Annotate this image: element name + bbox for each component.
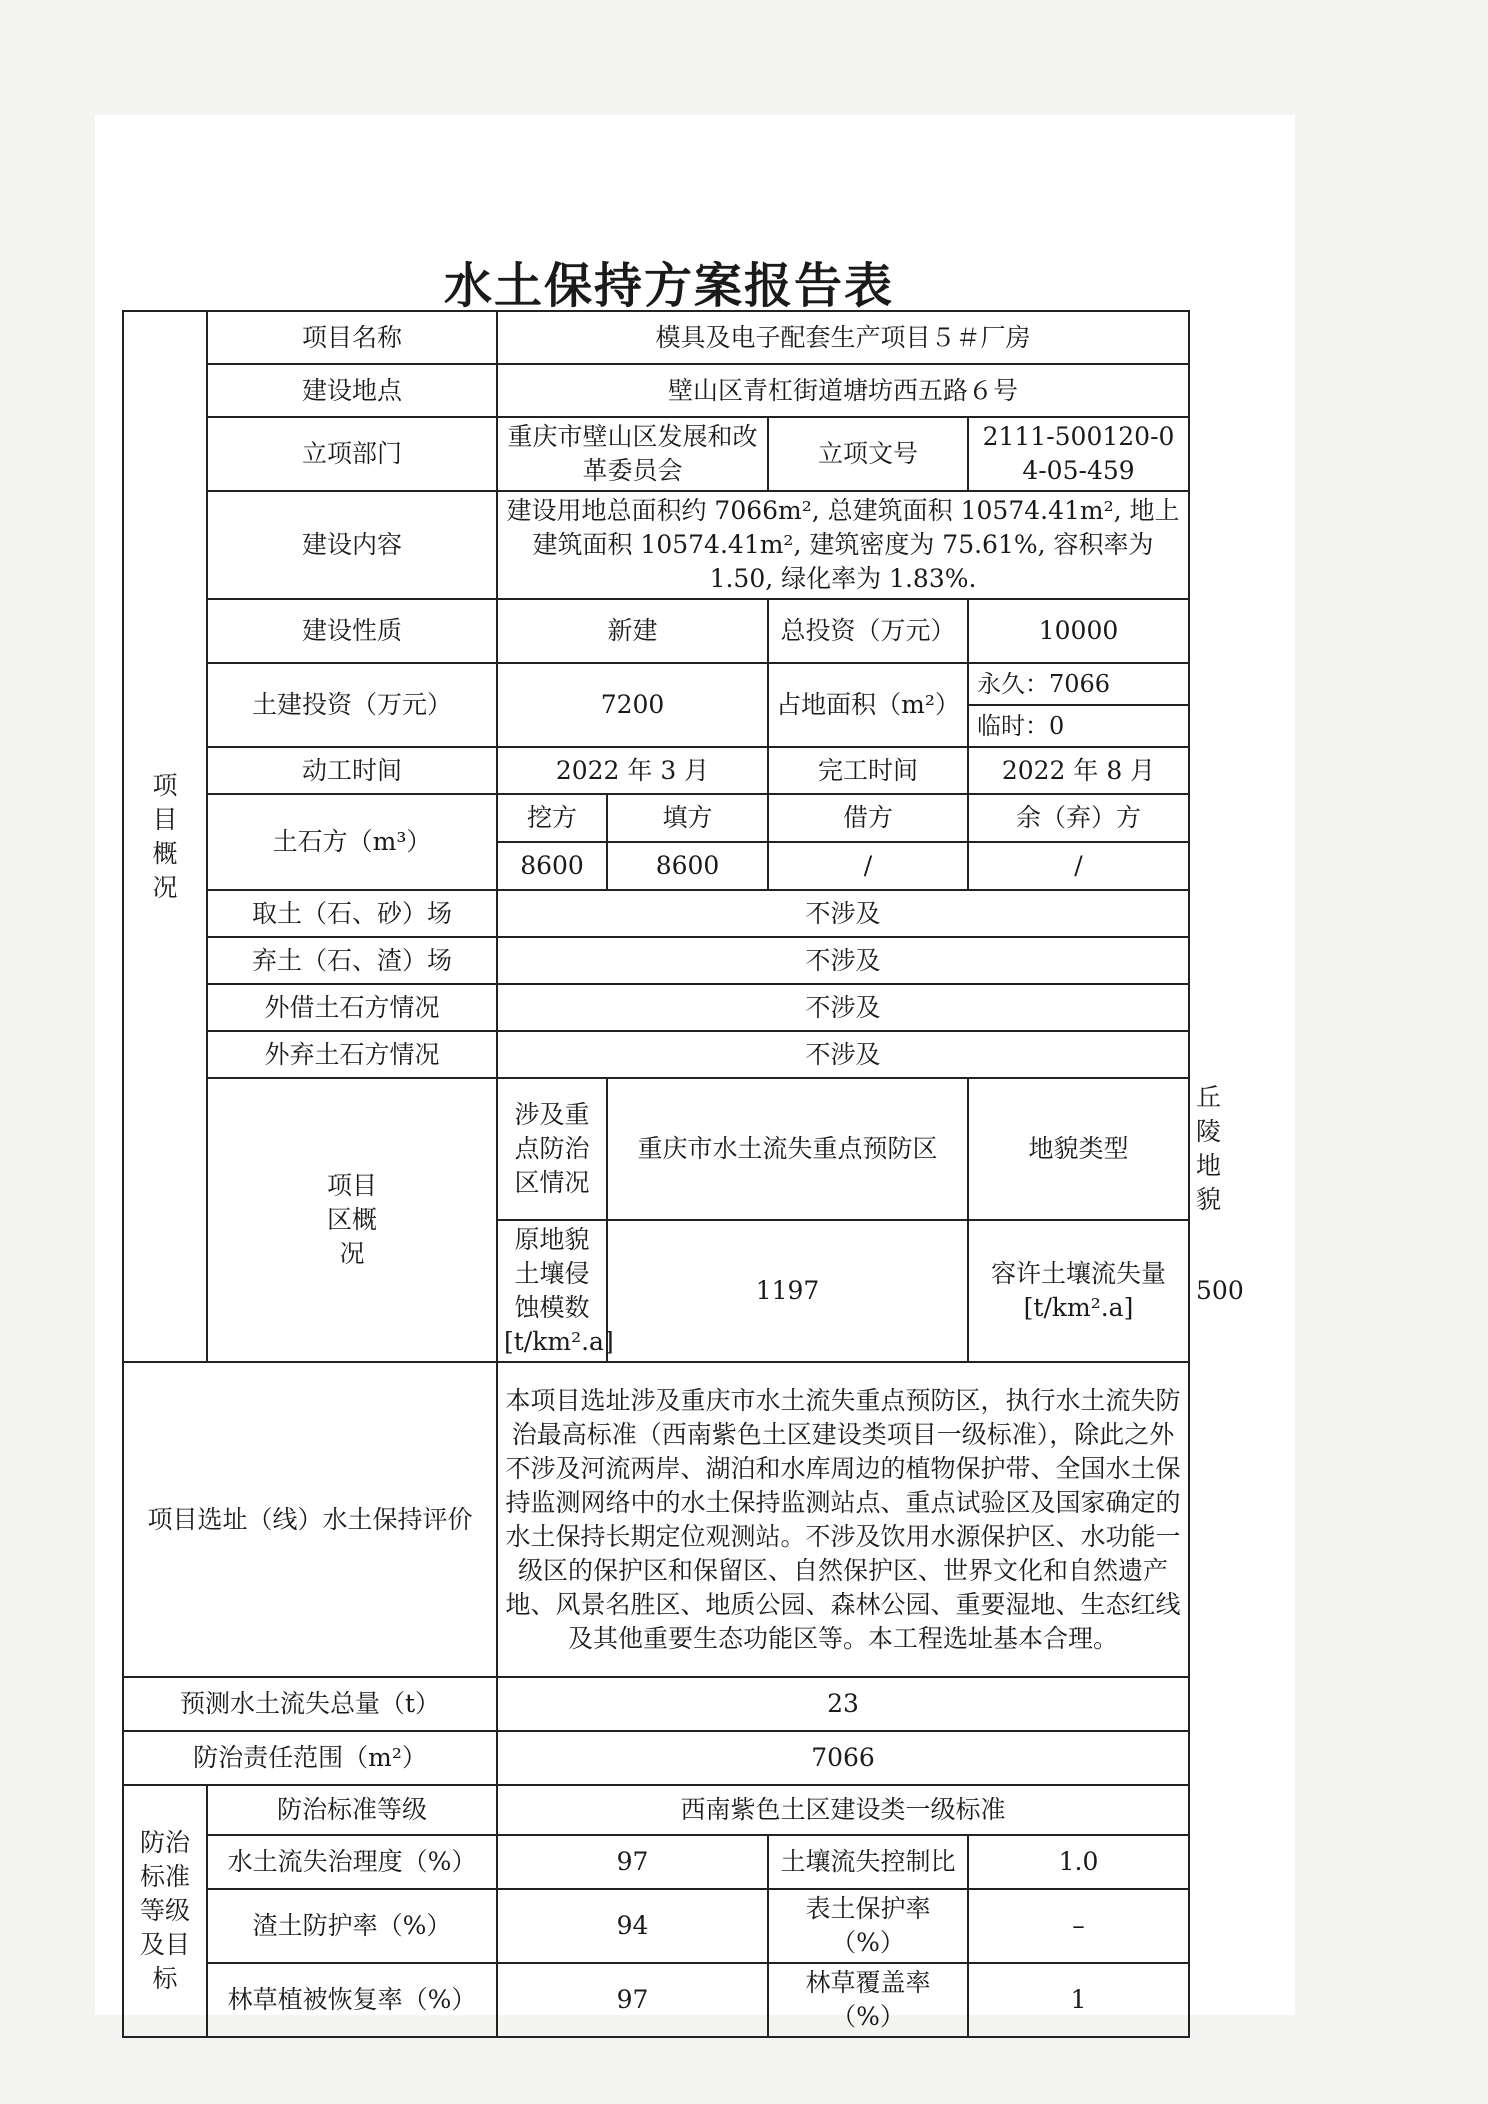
landform-label: 地貌类型 — [968, 1078, 1189, 1220]
end-label: 完工时间 — [768, 747, 968, 794]
site-label: 外弃土石方情况 — [207, 1031, 497, 1078]
key-zone-value: 重庆市水土流失重点预防区 — [607, 1078, 968, 1220]
evaluation-label: 项目选址（线）水土保持评价 — [123, 1362, 497, 1677]
loss-value: 23 — [497, 1677, 1189, 1731]
group-zone-overview: 项目区概况 — [207, 1078, 497, 1362]
civil-invest-label: 土建投资（万元） — [207, 663, 497, 747]
area-label: 占地面积（m²） — [768, 663, 968, 747]
earthwork-value-cut: 8600 — [497, 842, 607, 890]
earthwork-header-waste: 余（弃）方 — [968, 794, 1189, 842]
target-value: 1 — [968, 1963, 1189, 2037]
group-project-overview: 项目概况 — [123, 311, 207, 1362]
site-label: 弃土（石、渣）场 — [207, 937, 497, 984]
earthwork-value-fill: 8600 — [607, 842, 768, 890]
target-label: 林草植被恢复率（%） — [207, 1963, 497, 2037]
earthwork-header-borrow: 借方 — [768, 794, 968, 842]
earthwork-label: 土石方（m³） — [207, 794, 497, 890]
site-value: 不涉及 — [497, 890, 1189, 937]
target-label: 林草覆盖率（%） — [768, 1963, 968, 2037]
site-value: 不涉及 — [497, 1031, 1189, 1078]
docno-value: 2111-500120-04-05-459 — [968, 417, 1189, 491]
civil-invest-value: 7200 — [497, 663, 768, 747]
erosion-value: 1197 — [607, 1220, 968, 1362]
target-value: 94 — [497, 1889, 768, 1963]
scope-value: 7066 — [497, 1731, 1189, 1785]
location-label: 建设地点 — [207, 364, 497, 417]
standard-level-label: 防治标准等级 — [207, 1785, 497, 1835]
area-permanent: 永久：7066 — [969, 664, 1188, 706]
earthwork-value-waste: / — [968, 842, 1189, 890]
site-value: 不涉及 — [497, 984, 1189, 1031]
nature-value: 新建 — [497, 599, 768, 663]
target-label: 表土保护率（%） — [768, 1889, 968, 1963]
target-label: 土壤流失控制比 — [768, 1835, 968, 1889]
key-zone-label: 涉及重点防治区情况 — [497, 1078, 607, 1220]
target-label: 水土流失治理度（%） — [207, 1835, 497, 1889]
evaluation-text: 本项目选址涉及重庆市水土流失重点预防区，执行水土流失防治最高标准（西南紫色土区建设类项目一级标准），除此之外不涉及河流两岸、湖泊和水库周边的植物保护带、全国水土保持监测网络中的水土保持监测站点、重点试验区及国家确定的水土保持长期定位观测站。不涉及饮用水源保护区、水功能一级区的保护区和保留区、自然保护区、世界文化和自然遗产地、风景名胜区、地质公园、森林公园、重要湿地、生态红线及其他重要生态功能区等。本工程选址基本合理。 — [497, 1362, 1189, 1677]
site-label: 外借土石方情况 — [207, 984, 497, 1031]
project-name-value: 模具及电子配套生产项目５＃厂房 — [497, 311, 1189, 364]
target-value: – — [968, 1889, 1189, 1963]
invest-label: 总投资（万元） — [768, 599, 968, 663]
content-label: 建设内容 — [207, 491, 497, 599]
area-temporary: 临时：0 — [977, 712, 1065, 740]
end-value: 2022 年 8 月 — [968, 747, 1189, 794]
area-value — [968, 663, 1189, 747]
earthwork-header-cut: 挖方 — [497, 794, 607, 842]
docno-label: 立项文号 — [768, 417, 968, 491]
loss-label: 预测水土流失总量（t） — [123, 1677, 497, 1731]
earthwork-header-fill: 填方 — [607, 794, 768, 842]
dept-label: 立项部门 — [207, 417, 497, 491]
document-title: 水土保持方案报告表 — [443, 258, 894, 314]
target-value: 97 — [497, 1835, 768, 1889]
target-value: 1.0 — [968, 1835, 1189, 1889]
project-name-label: 项目名称 — [207, 311, 497, 364]
invest-value: 10000 — [968, 599, 1189, 663]
nature-label: 建设性质 — [207, 599, 497, 663]
start-label: 动工时间 — [207, 747, 497, 794]
earthwork-value-borrow: / — [768, 842, 968, 890]
allow-label: 容许土壤流失量 [t/km².a] — [968, 1220, 1189, 1362]
group-standard: 防治标准等级及目标 — [123, 1785, 207, 2037]
site-label: 取土（石、砂）场 — [207, 890, 497, 937]
target-value: 97 — [497, 1963, 768, 2037]
report-table — [122, 310, 1190, 2038]
erosion-label: 原地貌土壤侵蚀模数 [t/km².a] — [497, 1220, 607, 1362]
content-value: 建设用地总面积约 7066m², 总建筑面积 10574.41m², 地上建筑面积 10574.41m², 建筑密度为 75.61%, 容积率为 1.50, 绿化率为 1.83%. — [497, 491, 1189, 599]
start-value: 2022 年 3 月 — [497, 747, 768, 794]
location-value: 壁山区青杠街道塘坊西五路６号 — [497, 364, 1189, 417]
target-label: 渣土防护率（%） — [207, 1889, 497, 1963]
scope-label: 防治责任范围（m²） — [123, 1731, 497, 1785]
dept-value: 重庆市壁山区发展和改革委员会 — [497, 417, 768, 491]
site-value: 不涉及 — [497, 937, 1189, 984]
standard-level-value: 西南紫色土区建设类一级标准 — [497, 1785, 1189, 1835]
